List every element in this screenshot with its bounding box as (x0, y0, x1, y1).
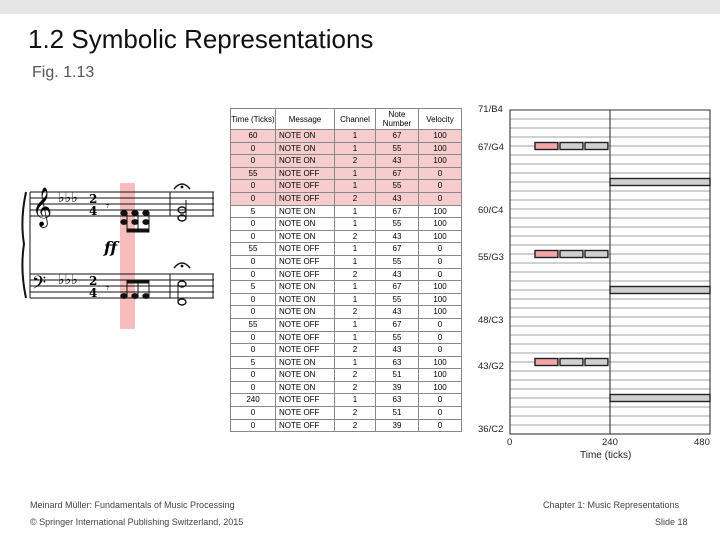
footer-author: Meinard Müller: Fundamentals of Music Processing (30, 500, 235, 510)
cell-message: NOTE OFF (276, 167, 335, 180)
cell-velocity: 0 (419, 394, 462, 407)
cell-message: NOTE ON (276, 293, 335, 306)
cell-time: 5 (231, 356, 276, 369)
cell-note: 55 (376, 180, 419, 193)
header-message: Message (276, 109, 335, 130)
cell-note: 55 (376, 218, 419, 231)
cell-note: 55 (376, 142, 419, 155)
cell-message: NOTE OFF (276, 344, 335, 357)
cell-time: 0 (231, 255, 276, 268)
cell-channel: 2 (335, 407, 376, 420)
cell-time: 0 (231, 293, 276, 306)
cell-velocity: 0 (419, 192, 462, 205)
cell-time: 60 (231, 130, 276, 143)
footer-copyright: © Springer International Publishing Switzerland, 2015 (30, 517, 244, 527)
cell-velocity: 100 (419, 293, 462, 306)
cell-time: 0 (231, 381, 276, 394)
table-row (231, 155, 462, 168)
cell-velocity: 100 (419, 230, 462, 243)
table-row (231, 281, 462, 294)
table-row (231, 205, 462, 218)
cell-velocity: 0 (419, 419, 462, 432)
time-sig-bottom-2: 4 (89, 286, 98, 300)
cell-velocity: 100 (419, 281, 462, 294)
cell-note: 55 (376, 255, 419, 268)
cell-note: 51 (376, 407, 419, 420)
table-row (231, 142, 462, 155)
cell-note: 43 (376, 306, 419, 319)
table-row (231, 356, 462, 369)
cell-time: 55 (231, 243, 276, 256)
cell-channel: 2 (335, 419, 376, 432)
cell-velocity: 0 (419, 243, 462, 256)
note-bar (560, 359, 583, 366)
note-bar (560, 143, 583, 150)
cell-channel: 2 (335, 268, 376, 281)
cell-velocity: 0 (419, 255, 462, 268)
cell-message: NOTE OFF (276, 255, 335, 268)
y-label-60: 60/C4 (478, 205, 504, 216)
svg-text:𝄢: 𝄢 (32, 273, 47, 298)
cell-velocity: 100 (419, 205, 462, 218)
cell-message: NOTE OFF (276, 268, 335, 281)
note-bar (585, 143, 608, 150)
cell-message: NOTE OFF (276, 407, 335, 420)
note-bar (535, 359, 558, 366)
cell-time: 0 (231, 268, 276, 281)
cell-channel: 1 (335, 167, 376, 180)
x-tick-0: 0 (507, 437, 513, 448)
cell-note: 67 (376, 205, 419, 218)
y-label-48: 48/C3 (478, 315, 504, 326)
cell-message: NOTE ON (276, 369, 335, 382)
header-channel: Channel (335, 109, 376, 130)
cell-note: 43 (376, 155, 419, 168)
header-velocity: Velocity (419, 109, 462, 130)
cell-message: NOTE ON (276, 230, 335, 243)
cell-time: 55 (231, 167, 276, 180)
cell-time: 0 (231, 155, 276, 168)
cell-velocity: 100 (419, 218, 462, 231)
cell-message: NOTE OFF (276, 394, 335, 407)
cell-note: 43 (376, 344, 419, 357)
cell-velocity: 100 (419, 356, 462, 369)
table-row (231, 318, 462, 331)
cell-note: 63 (376, 394, 419, 407)
cell-velocity: 0 (419, 407, 462, 420)
header-time: Time (Ticks) (231, 109, 276, 130)
footer-chapter: Chapter 1: Music Representations (543, 500, 680, 510)
svg-text:𝄾: 𝄾 (106, 199, 110, 213)
cell-note: 67 (376, 130, 419, 143)
y-label-67: 67/G4 (478, 142, 504, 153)
cell-note: 67 (376, 318, 419, 331)
cell-velocity: 0 (419, 344, 462, 357)
note-bar (610, 179, 710, 186)
y-label-43: 43/G2 (478, 361, 504, 372)
table-row (231, 419, 462, 432)
cell-velocity: 100 (419, 381, 462, 394)
piano-roll-plot (470, 104, 715, 439)
cell-note: 55 (376, 331, 419, 344)
cell-message: NOTE OFF (276, 180, 335, 193)
music-score (18, 180, 218, 330)
cell-channel: 2 (335, 192, 376, 205)
table-row (231, 331, 462, 344)
cell-time: 0 (231, 331, 276, 344)
cell-channel: 2 (335, 381, 376, 394)
cell-velocity: 100 (419, 155, 462, 168)
cell-note: 39 (376, 419, 419, 432)
x-axis-title: Time (ticks) (580, 450, 632, 461)
cell-time: 240 (231, 394, 276, 407)
cell-velocity: 100 (419, 369, 462, 382)
note-bar (585, 251, 608, 258)
top-bar (0, 0, 720, 14)
table-row (231, 344, 462, 357)
cell-channel: 1 (335, 243, 376, 256)
note-bar (535, 251, 558, 258)
cell-channel: 1 (335, 180, 376, 193)
cell-note: 39 (376, 381, 419, 394)
cell-message: NOTE ON (276, 205, 335, 218)
cell-channel: 2 (335, 369, 376, 382)
cell-time: 0 (231, 230, 276, 243)
cell-note: 43 (376, 192, 419, 205)
svg-text:𝄾: 𝄾 (106, 281, 110, 295)
table-row (231, 255, 462, 268)
cell-time: 0 (231, 192, 276, 205)
svg-text:𝄞: 𝄞 (32, 187, 53, 227)
cell-velocity: 100 (419, 306, 462, 319)
cell-time: 5 (231, 205, 276, 218)
table-row (231, 180, 462, 193)
table-row (231, 369, 462, 382)
cell-time: 0 (231, 306, 276, 319)
cell-note: 43 (376, 268, 419, 281)
cell-message: NOTE ON (276, 130, 335, 143)
cell-message: NOTE ON (276, 142, 335, 155)
table-row (231, 394, 462, 407)
cell-time: 55 (231, 318, 276, 331)
cell-time: 0 (231, 344, 276, 357)
cell-message: NOTE OFF (276, 419, 335, 432)
time-sig-top-1: 2 (89, 192, 98, 206)
table-row (231, 192, 462, 205)
cell-time: 0 (231, 142, 276, 155)
svg-text:♭♭♭: ♭♭♭ (58, 190, 78, 206)
x-tick-240: 240 (602, 437, 618, 448)
cell-time: 0 (231, 369, 276, 382)
note-bar (585, 359, 608, 366)
cell-message: NOTE ON (276, 218, 335, 231)
cell-channel: 2 (335, 306, 376, 319)
cell-channel: 1 (335, 331, 376, 344)
cell-channel: 1 (335, 255, 376, 268)
cell-message: NOTE OFF (276, 243, 335, 256)
cell-note: 51 (376, 369, 419, 382)
cell-channel: 1 (335, 318, 376, 331)
note-bar (535, 143, 558, 150)
time-sig-top-2: 2 (89, 274, 98, 288)
cell-message: NOTE ON (276, 281, 335, 294)
cell-time: 0 (231, 407, 276, 420)
table-row (231, 293, 462, 306)
cell-velocity: 100 (419, 142, 462, 155)
cell-time: 0 (231, 218, 276, 231)
cell-note: 55 (376, 293, 419, 306)
cell-channel: 1 (335, 293, 376, 306)
cell-velocity: 0 (419, 318, 462, 331)
cell-channel: 1 (335, 356, 376, 369)
cell-message: NOTE ON (276, 381, 335, 394)
cell-message: NOTE OFF (276, 192, 335, 205)
cell-message: NOTE ON (276, 356, 335, 369)
cell-velocity: 0 (419, 268, 462, 281)
cell-channel: 1 (335, 130, 376, 143)
table-row (231, 306, 462, 319)
cell-message: NOTE ON (276, 155, 335, 168)
table-row (231, 407, 462, 420)
table-row (231, 243, 462, 256)
table-row (231, 130, 462, 143)
cell-note: 63 (376, 356, 419, 369)
cell-channel: 2 (335, 155, 376, 168)
time-sig-bottom-1: 4 (89, 204, 98, 218)
y-label-36: 36/C2 (478, 424, 504, 435)
cell-velocity: 0 (419, 167, 462, 180)
cell-velocity: 100 (419, 130, 462, 143)
table-row (231, 381, 462, 394)
cell-note: 67 (376, 281, 419, 294)
cell-channel: 1 (335, 394, 376, 407)
dynamic-marking: ff (104, 238, 118, 257)
table-row (231, 167, 462, 180)
cell-time: 5 (231, 281, 276, 294)
cell-note: 67 (376, 243, 419, 256)
slide-title: 1.2 Symbolic Representations (28, 24, 374, 54)
midi-event-table (230, 108, 462, 432)
figure-label: Fig. 1.13 (32, 64, 95, 81)
cell-channel: 2 (335, 344, 376, 357)
x-tick-480: 480 (694, 437, 710, 448)
table-row (231, 268, 462, 281)
cell-note: 43 (376, 230, 419, 243)
header-note-number: Note Number (376, 109, 419, 130)
note-bar (610, 395, 710, 402)
cell-channel: 1 (335, 281, 376, 294)
footer-slide-number: Slide 18 (655, 517, 688, 527)
table-row (231, 218, 462, 231)
cell-channel: 2 (335, 230, 376, 243)
cell-time: 0 (231, 180, 276, 193)
cell-message: NOTE OFF (276, 318, 335, 331)
piano-roll (470, 104, 715, 474)
cell-velocity: 0 (419, 180, 462, 193)
cell-time: 0 (231, 419, 276, 432)
note-bar (560, 251, 583, 258)
cell-channel: 1 (335, 205, 376, 218)
cell-message: NOTE OFF (276, 331, 335, 344)
y-label-55: 55/G3 (478, 252, 504, 263)
cell-velocity: 0 (419, 331, 462, 344)
y-label-71: 71/B4 (478, 104, 503, 115)
table-row (231, 230, 462, 243)
cell-channel: 1 (335, 218, 376, 231)
cell-message: NOTE ON (276, 306, 335, 319)
svg-text:♭♭♭: ♭♭♭ (58, 272, 78, 288)
cell-note: 67 (376, 167, 419, 180)
note-bar (610, 287, 710, 294)
cell-channel: 1 (335, 142, 376, 155)
